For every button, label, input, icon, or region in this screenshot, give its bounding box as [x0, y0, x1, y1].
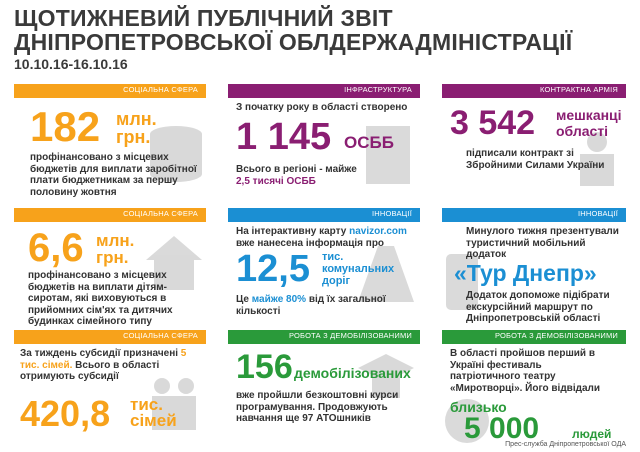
big-number: 156	[236, 348, 293, 386]
card-social-salaries	[14, 84, 206, 196]
navizor-link[interactable]: navizor.com	[349, 226, 407, 237]
title-line-2: ДНІПРОПЕТРОВСЬКОЇ ОБЛДЕРЖАДМІНІСТРАЦІЇ	[14, 29, 573, 55]
unit-line-2: комунальних	[322, 263, 395, 275]
top-text-2: вже нанесена інформація про	[236, 237, 385, 249]
card-text	[20, 348, 202, 383]
card-contract-army	[442, 84, 626, 196]
text-part-1: Це	[236, 294, 252, 305]
card-innovation-app	[442, 208, 626, 324]
card-tag: СОЦІАЛЬНА СФЕРА	[14, 84, 206, 95]
card-social-subsidies	[14, 330, 206, 440]
app-name: «Тур Днепр»	[454, 260, 597, 286]
card-tag: СОЦІАЛЬНА СФЕРА	[14, 330, 206, 341]
card-text: профінансовано з місцевих бюджетів для виплати заробітної плати бюджетникам за першу половину жовтня	[30, 152, 197, 198]
card-text: підписали контракт зі Збройними Силами України	[466, 148, 605, 171]
title-line-1: ЩОТИЖНЕВИЙ ПУБЛІЧНИЙ ЗВІТ	[14, 5, 393, 31]
unit-line-1: мешканці	[556, 107, 622, 123]
unit-line-1: тис.	[322, 251, 344, 263]
unit-line-2: грн.	[96, 248, 129, 267]
big-number: 3 542	[450, 104, 536, 142]
unit-line-1: млн.	[116, 109, 157, 129]
card-tag: СОЦІАЛЬНА СФЕРА	[14, 208, 206, 219]
card-text	[236, 294, 396, 317]
card-top-text	[236, 226, 418, 249]
big-number: 420,8	[20, 393, 111, 434]
unit: ОСББ	[344, 133, 394, 152]
unit-line-2: сімей	[130, 411, 177, 430]
card-top-text: З початку року в області створено	[236, 102, 408, 113]
big-number: 6,6	[28, 226, 84, 270]
big-number: 182	[30, 103, 101, 150]
card-tag: КОНТРАКТНА АРМІЯ	[442, 84, 626, 95]
card-tag: ІННОВАЦІЇ	[228, 208, 420, 219]
card-tag: ІННОВАЦІЇ	[442, 208, 626, 219]
big-number: 12,5	[236, 248, 310, 290]
highlight-word: близько	[450, 399, 507, 415]
text-part-2: Всього в області отримують субсидії	[20, 359, 160, 382]
unit-line-3: доріг	[322, 275, 351, 287]
report-title	[14, 6, 614, 54]
top-text-1: На інтерактивну карту	[236, 226, 350, 237]
card-tag: РОБОТА З ДЕМОБІЛІЗОВАНИМИ	[228, 330, 420, 341]
footer-credit: Прес-служба Дніпропетровської ОДА	[505, 441, 626, 448]
card-text-1: Всього в регіоні - майже	[236, 164, 357, 175]
text-part-1: За тиждень субсидії призначені	[20, 348, 179, 359]
card-tag: РОБОТА З ДЕМОБІЛІЗОВАНИМИ	[442, 330, 626, 341]
unit: людей	[572, 427, 612, 441]
unit-line-1: млн.	[96, 231, 135, 250]
big-number: 5 000	[464, 412, 540, 445]
card-tag: ІНФРАСТРУКТУРА	[228, 84, 420, 95]
unit-line-2: грн.	[116, 127, 151, 147]
unit-line-1: тис.	[130, 395, 163, 414]
big-number: 1 145	[236, 116, 332, 158]
card-social-orphans	[14, 208, 206, 327]
card-text-2: 2,5 тисячі ОСББ	[236, 176, 316, 187]
text-highlight: майже 80%	[251, 294, 307, 305]
card-top-text: Минулого тижня презентували туристичний мобільний додаток	[466, 226, 619, 260]
card-text: вже пройшли безкоштовні курси програмування. Продовжують навчання ще 97 АТОшників	[236, 390, 399, 424]
report-dates: 10.10.16-16.10.16	[14, 56, 128, 72]
card-demobilized-courses	[228, 330, 420, 440]
card-text: Додаток допоможе підібрати екскурсійний маршрут по Дніпропетровській області	[466, 290, 610, 324]
card-text: В області пройшов перший в Україні фестиваль патріотичного театру «Миротворці». Його відвідали	[450, 348, 601, 394]
unit-line-2: області	[556, 123, 609, 139]
text-highlight: 5 тис. сімей.	[20, 348, 187, 371]
unit: демобілізованих	[294, 365, 411, 381]
text-part-2: від їх загальної кількості	[236, 294, 386, 317]
card-infrastructure	[228, 84, 420, 196]
card-innovation-roads	[228, 208, 420, 320]
card-text: профінансовано з місцевих бюджетів на виплати дітям-сиротам, які виховуються в прийомних сім'ях та дитячих будинках сімейного типу	[28, 270, 173, 327]
